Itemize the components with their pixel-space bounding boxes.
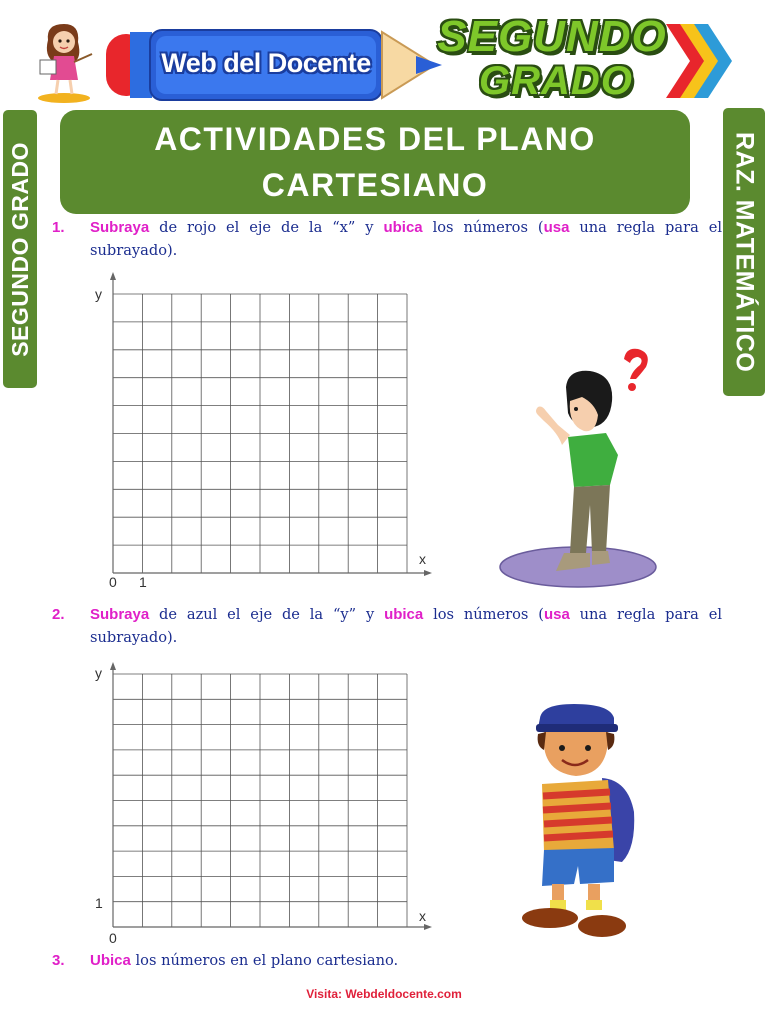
- side-label-right: RAZ. MATEMÁTICO: [723, 108, 765, 396]
- activity-number: 3.: [52, 952, 65, 969]
- activity-text: Subraya de azul el eje de la “y” y ubica los números (usa una regla para el subrayado).: [90, 606, 723, 646]
- footer-link[interactable]: Visita: Webdeldocente.com: [306, 987, 462, 1001]
- y-axis-label: y: [95, 665, 102, 681]
- activity-3: [52, 949, 722, 972]
- grid-lines: [113, 294, 407, 573]
- grade-badge-line1: SEGUNDO: [437, 12, 667, 61]
- cartesian-grid-1: [88, 270, 448, 600]
- origin-label: 0: [109, 930, 117, 946]
- origin-label: 0: [109, 574, 117, 590]
- brand-logo-text: Web del Docente: [161, 47, 371, 78]
- page-title-line1: ACTIVIDADES DEL PLANO: [154, 121, 596, 157]
- boy-backpack-illustration: [518, 700, 648, 948]
- x-tick-label-1: 1: [139, 574, 147, 590]
- boy-thinking-illustration: [498, 345, 658, 590]
- activity-number: 2.: [52, 606, 65, 623]
- side-label-left: SEGUNDO GRADO: [3, 110, 37, 388]
- y-tick-label-1: 1: [95, 895, 103, 911]
- y-axis-label: y: [95, 286, 102, 302]
- activity-1: [52, 216, 722, 262]
- x-axis-label: x: [419, 908, 426, 924]
- page-title: [60, 110, 690, 214]
- teacher-illustration: [34, 18, 96, 104]
- activity-text: Ubica los números en el plano cartesiano.: [90, 952, 399, 969]
- cartesian-grid-2: [88, 660, 448, 950]
- page-title-line2: CARTESIANO: [261, 167, 489, 203]
- activity-2: [52, 603, 722, 649]
- activity-number: 1.: [52, 219, 65, 236]
- grade-badge-line2: GRADO: [479, 59, 633, 103]
- activity-text: Subraya de rojo el eje de la “x” y ubica los números (usa una regla para el subrayado).: [90, 219, 723, 259]
- grid-lines: [113, 674, 407, 927]
- x-axis-label: x: [419, 551, 426, 567]
